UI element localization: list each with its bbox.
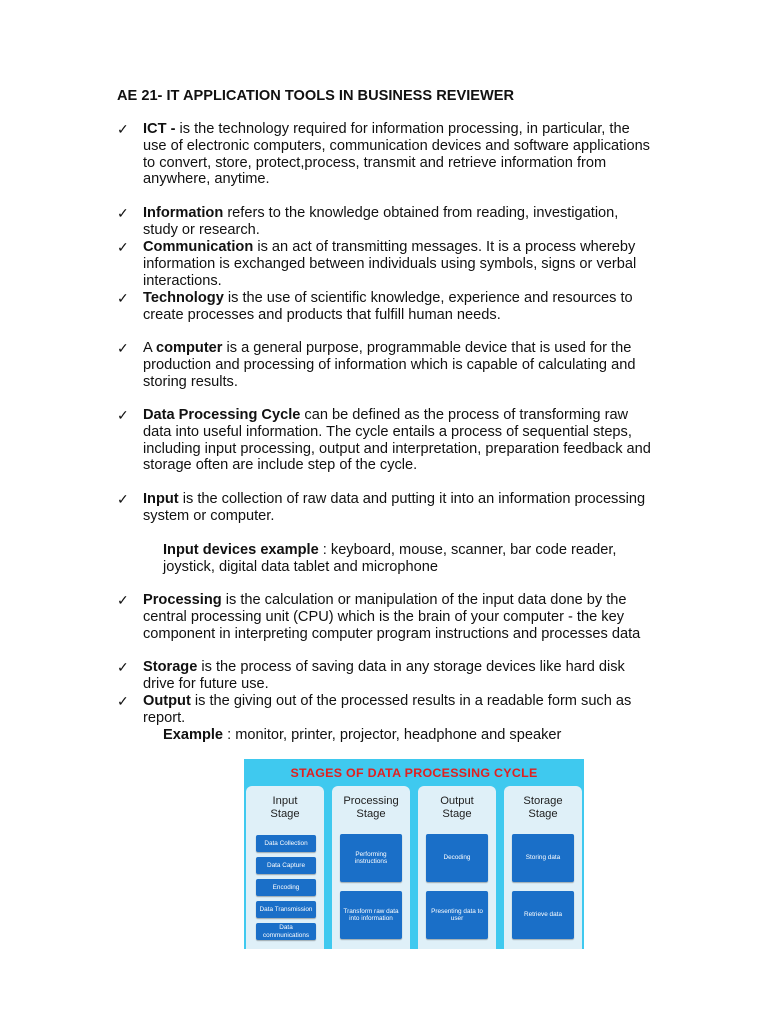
input-stage-title: Input Stage bbox=[270, 795, 300, 820]
term-communication: Communication bbox=[143, 239, 254, 255]
output-example bbox=[163, 727, 663, 744]
bullet-output bbox=[117, 693, 657, 727]
definition-input: is the collection of raw data and putting it into an information processing system or computer. bbox=[143, 491, 646, 524]
output-stage-title: Output Stage bbox=[440, 795, 474, 820]
definition-processing: is the calculation or manipulation of the input data done by the central processing unit (CPU) which is the brain of your computer - the key component in interpreting computer program instructions and processes data bbox=[143, 592, 641, 642]
term-ict: ICT - bbox=[143, 121, 180, 137]
term-input-devices-example: Input devices example bbox=[163, 542, 319, 558]
term-data-processing-cycle: Data Processing Cycle bbox=[143, 407, 301, 423]
bullet-input bbox=[117, 491, 657, 525]
definition-storage: is the process of saving data in any storage devices like hard disk drive for future use. bbox=[143, 659, 625, 692]
check-icon: ✓ bbox=[117, 290, 129, 306]
page-title: AE 21- IT APPLICATION TOOLS IN BUSINESS REVIEWER bbox=[117, 88, 515, 104]
term-processing: Processing bbox=[143, 592, 222, 608]
box-performing-instructions: Performing instructions bbox=[340, 834, 402, 882]
bullet-ict bbox=[117, 121, 657, 188]
input-stage-column bbox=[246, 786, 324, 949]
check-icon: ✓ bbox=[117, 205, 129, 221]
definition-ict: is the technology required for information processing, in particular, the use of electronic computers, communication devices and software applications to convert, store, protect,process, transmit and retrieve information from anywhere, anytime. bbox=[143, 121, 650, 188]
term-information: Information bbox=[143, 205, 224, 221]
output-stage-column bbox=[418, 786, 496, 949]
definition-computer: is a general purpose, programmable device that is used for the production and processing of information which is capable of calculating and storing results. bbox=[143, 340, 636, 390]
definition-data-processing-cycle: can be defined as the process of transforming raw data into useful information. The cycle entails a process of sequential steps, including input processing, output and interpretation, preparation feedback and storage often are include step of the cycle. bbox=[143, 407, 651, 474]
processing-stage-title: Processing Stage bbox=[343, 795, 399, 820]
prefix-computer: A bbox=[143, 340, 156, 356]
processing-stage-column bbox=[332, 786, 410, 949]
check-icon: ✓ bbox=[117, 659, 129, 675]
storage-stage-title: Storage Stage bbox=[523, 795, 563, 820]
bullet-data-processing-cycle bbox=[117, 407, 657, 474]
input-devices-list: : keyboard, mouse, scanner, bar code reader, joystick, digital data tablet and microphone bbox=[163, 542, 617, 575]
bullet-communication bbox=[117, 239, 657, 289]
check-icon: ✓ bbox=[117, 592, 129, 608]
box-storing-data: Storing data bbox=[512, 834, 574, 882]
check-icon: ✓ bbox=[117, 491, 129, 507]
check-icon: ✓ bbox=[117, 407, 129, 423]
definition-information: refers to the knowledge obtained from reading, investigation, study or research. bbox=[143, 205, 619, 238]
term-technology: Technology bbox=[143, 290, 224, 306]
bullet-storage bbox=[117, 659, 657, 693]
term-storage: Storage bbox=[143, 659, 198, 675]
output-devices-list: : monitor, printer, projector, headphone and speaker bbox=[223, 727, 562, 743]
box-data-transmission: Data Transmission bbox=[256, 901, 316, 918]
box-retrieve-data: Retrieve data bbox=[512, 891, 574, 939]
box-data-communications: Data communications bbox=[256, 923, 316, 940]
check-icon: ✓ bbox=[117, 340, 129, 356]
term-output: Output bbox=[143, 693, 191, 709]
check-icon: ✓ bbox=[117, 121, 129, 137]
box-encoding: Encoding bbox=[256, 879, 316, 896]
term-computer: computer bbox=[155, 340, 223, 356]
bullet-information bbox=[117, 205, 657, 239]
box-presenting-data: Presenting data to user bbox=[426, 891, 488, 939]
check-icon: ✓ bbox=[117, 693, 129, 709]
definition-output: is the giving out of the processed results in a readable form such as report. bbox=[143, 693, 632, 726]
definition-communication: is an act of transmitting messages. It is a process whereby information is exchanged between individuals using symbols, signs or verbal interactions. bbox=[143, 239, 637, 289]
term-example: Example bbox=[163, 727, 224, 743]
box-data-collection: Data Collection bbox=[256, 835, 316, 852]
definition-technology: is the use of scientific knowledge, experience and resources to create processes and products that fulfill human needs. bbox=[143, 290, 633, 323]
box-decoding: Decoding bbox=[426, 834, 488, 882]
bullet-processing bbox=[117, 592, 657, 642]
box-data-capture: Data Capture bbox=[256, 857, 316, 874]
storage-stage-column bbox=[504, 786, 582, 949]
bullet-computer bbox=[117, 340, 657, 390]
term-input: Input bbox=[143, 491, 179, 507]
check-icon: ✓ bbox=[117, 239, 129, 255]
diagram-title: STAGES OF DATA PROCESSING CYCLE bbox=[290, 766, 538, 780]
data-processing-cycle-diagram bbox=[244, 759, 584, 949]
input-devices-example bbox=[163, 542, 663, 576]
bullet-technology bbox=[117, 290, 657, 324]
box-transform-raw-data: Transform raw data into information bbox=[340, 891, 402, 939]
